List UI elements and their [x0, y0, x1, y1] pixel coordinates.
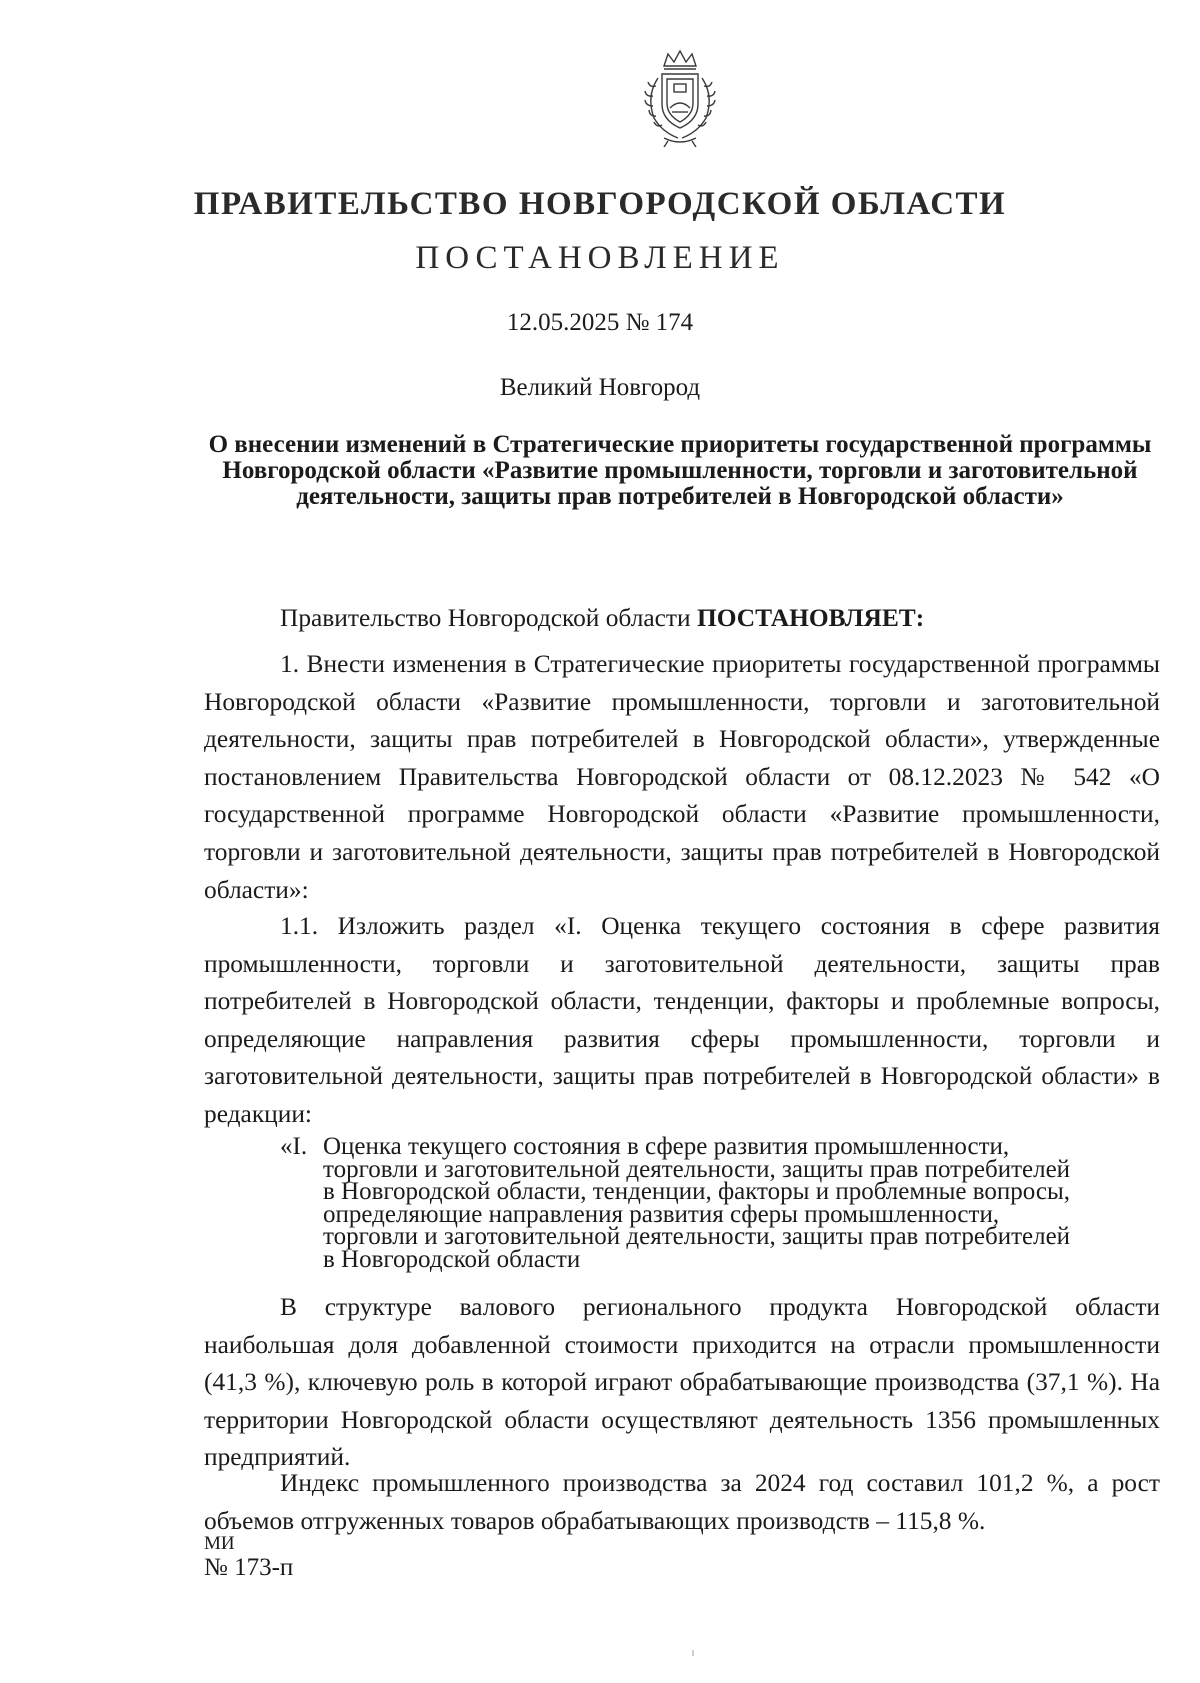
document-type: ПОСТАНОВЛЕНИЕ: [415, 240, 785, 276]
section-title-line: торговли и заготовительной деятельности, защиты прав потребителей: [323, 1223, 1071, 1250]
government-title: ПРАВИТЕЛЬСТВО НОВГОРОДСКОЙ ОБЛАСТИ: [193, 186, 1007, 222]
paragraph-1-1: [204, 908, 1160, 1134]
resolve-keyword: ПОСТАНОВЛЯЕТ:: [696, 604, 925, 632]
footer-ref: № 173-п: [204, 1554, 294, 1581]
resolve-lead: Правительство Новгородской области: [280, 604, 697, 632]
paragraph-1-text: 1. Внести изменения в Стратегические приоритеты государственной программы Новгородской области «Развитие промышленности, торговли и заготовительной деятельности, защиты прав потребителей в Новгородской области», утвержденные постановлением Правительства Новгородской области от 08.12.2023 № 542 «О государственной программе Новгородской области «Развитие промышленности, торговли и заготовительной деятельности, защиты прав потребителей в Новгородской области»:: [204, 650, 1160, 904]
footer-initials: МИ: [204, 1533, 235, 1554]
coat-of-arms-icon: [634, 48, 726, 148]
document-place: Великий Новгород: [499, 374, 701, 401]
section-title-line: определяющие направления развития сферы промышленности,: [323, 1200, 1000, 1228]
paragraph-structure-text: В структуре валового регионального продукта Новгородской области наибольшая доля добавленной стоимости приходится на отрасли промышленности (41,3 %), ключевую роль в которой играют обрабатывающие производства (37,1 %). На территории Новгородской области осуществляют деятельность 1356 промышленных предприятий.: [204, 1293, 1160, 1472]
scan-mark: [692, 1650, 694, 1656]
section-title-line: Оценка текущего состояния в сфере развития промышленности,: [323, 1133, 1010, 1160]
section-heading: [280, 1133, 1160, 1273]
section-title-line: торговли и заготовительной деятельности, защиты прав потребителей: [323, 1155, 1071, 1183]
document-subject: О внесении изменений в Стратегические приоритеты государственной программы Новгородской области «Развитие промышленности, торговли и заготовительной деятельности, защиты прав потребителей в Новгородской области»: [208, 431, 1152, 510]
resolve-line: [280, 604, 924, 633]
paragraph-index-text: Индекс промышленного производства за 2024 год составил 101,2 %, а рост объемов отгруженных товаров обрабатывающих производств – 115,8 %.: [204, 1469, 1160, 1535]
paragraph-index: [204, 1465, 1160, 1540]
section-title-line: в Новгородской области, тенденции, факторы и проблемные вопросы,: [323, 1178, 1070, 1205]
section-title-line: в Новгородской области: [323, 1245, 581, 1273]
document-date-number: 12.05.2025 № 174: [506, 309, 694, 336]
section-title: [323, 1133, 1160, 1273]
paragraph-1: [204, 646, 1160, 909]
section-number: «I.: [280, 1133, 308, 1160]
paragraph-1-1-text: 1.1. Изложить раздел «I. Оценка текущего состояния в сфере развития промышленности, торговли и заготовительной деятельности, защиты прав потребителей в Новгородской области, тенденции, факторы и проблемные вопросы, определяющие направления развития сферы промышленности, торговли и заготовительной деятельности, защиты прав потребителей в Новгородской области» в редакции:: [204, 912, 1160, 1128]
paragraph-structure: [204, 1289, 1160, 1477]
footer-note: [204, 1532, 293, 1580]
